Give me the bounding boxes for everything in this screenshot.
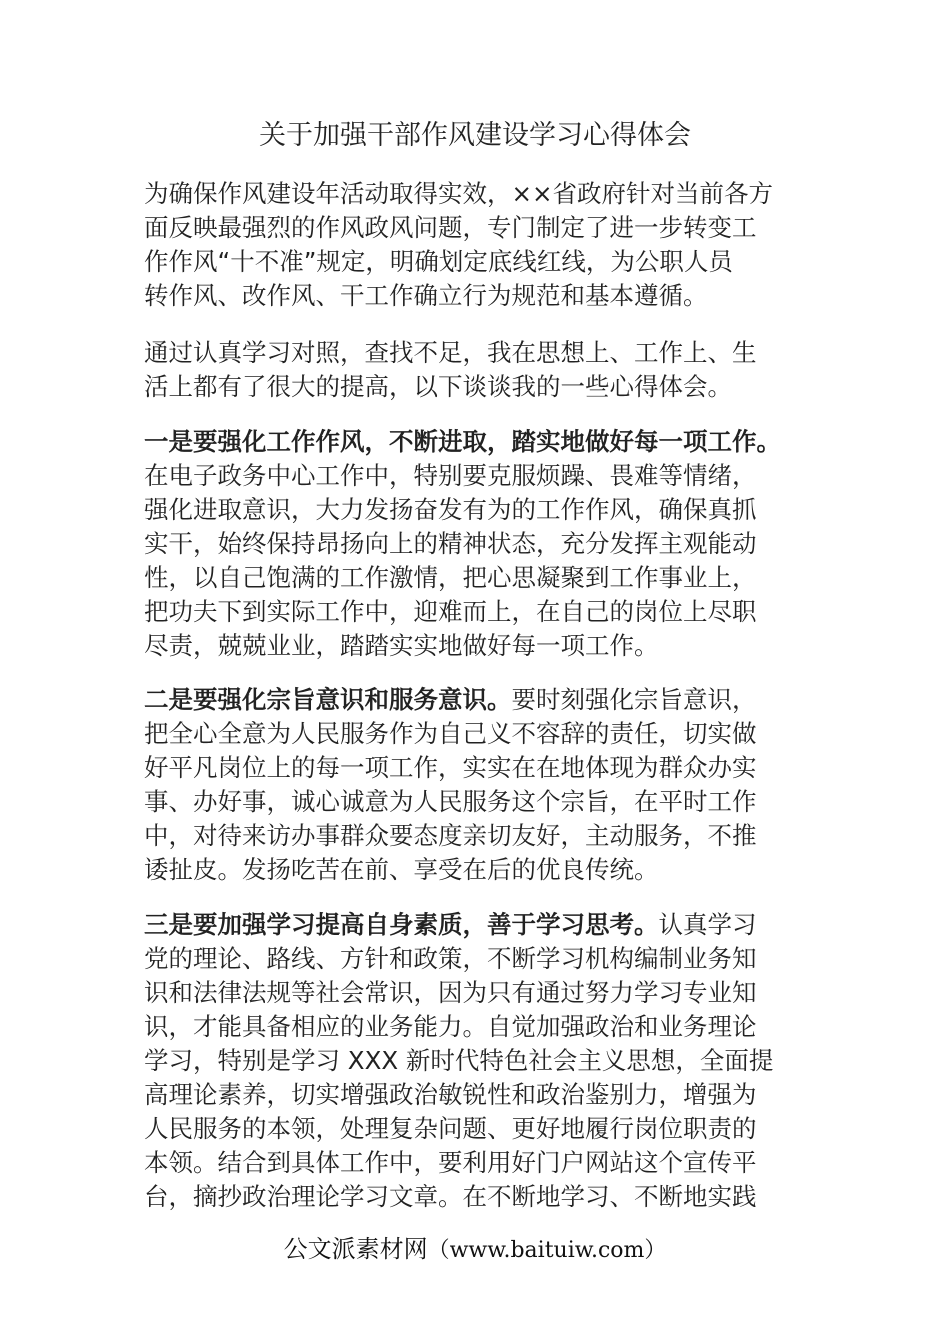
text-line: 中，对待来访办事群众要态度亲切友好，主动服务，不推 bbox=[144, 821, 757, 850]
footer-site-name: 公文派素材网 bbox=[283, 1235, 428, 1263]
text-line: 识，才能具备相应的业务能力。自觉加强政治和业务理论 bbox=[144, 1012, 757, 1041]
text-line: 事、办好事，诚心诚意为人民服务这个宗旨，在平时工作 bbox=[144, 787, 757, 816]
paragraph-point-one bbox=[144, 425, 804, 663]
text-line: 好平凡岗位上的每一项工作，实实在在地体现为群众办实 bbox=[144, 753, 757, 782]
page-footer bbox=[0, 1232, 950, 1268]
point-two-heading: 二是要强化宗旨意识和服务意识。 bbox=[144, 685, 512, 714]
text-line: 认真学习 bbox=[658, 910, 757, 939]
paragraph-intro bbox=[144, 177, 804, 313]
text-line: 要时刻强化宗旨意识， bbox=[511, 685, 757, 714]
text-line: 高理论素养，切实增强政治敏锐性和政治鉴别力，增强为 bbox=[144, 1080, 757, 1109]
text-line: 在电子政务中心工作中，特别要克服烦躁、畏难等情绪， bbox=[144, 461, 757, 490]
text-line: 实干，始终保持昂扬向上的精神状态，充分发挥主观能动 bbox=[144, 529, 757, 558]
footer-url[interactable]: （www.baituiw.com） bbox=[427, 1238, 667, 1263]
text-line: 把功夫下到实际工作中，迎难而上，在自己的岗位上尽职 bbox=[144, 597, 757, 626]
text-line: 尽责，兢兢业业，踏踏实实地做好每一项工作。 bbox=[144, 631, 659, 660]
text-line: 本领。结合到具体工作中，要利用好门户网站这个宣传平 bbox=[144, 1148, 757, 1177]
text-line: 性，以自己饱满的工作激情，把心思凝聚到工作事业上， bbox=[144, 563, 757, 592]
paragraph-point-three bbox=[144, 908, 804, 1214]
text-line: 台，摘抄政治理论学习文章。在不断地学习、不断地实践 bbox=[144, 1182, 757, 1211]
text-line: 诿扯皮。发扬吃苦在前、享受在后的优良传统。 bbox=[144, 855, 659, 884]
text-line: 识和法律法规等社会常识，因为只有通过努力学习专业知 bbox=[144, 978, 757, 1007]
paragraph-reflection bbox=[144, 336, 804, 404]
text-line: 转作风、改作风、干工作确立行为规范和基本遵循。 bbox=[144, 281, 708, 310]
text-line: 为确保作风建设年活动取得实效，××省政府针对当前各方 bbox=[144, 179, 774, 208]
text-line: 把全心全意为人民服务作为自己义不容辞的责任，切实做 bbox=[144, 719, 757, 748]
text-line: 作作风“十不准”规定，明确划定底线红线，为公职人员 bbox=[144, 247, 733, 276]
text-line: 强化进取意识，大力发扬奋发有为的工作作风，确保真抓 bbox=[144, 495, 757, 524]
paragraph-point-two bbox=[144, 683, 804, 887]
point-three-heading: 三是要加强学习提高自身素质，善于学习思考。 bbox=[144, 910, 659, 939]
text-line: 通过认真学习对照，查找不足，我在思想上、工作上、生 bbox=[144, 338, 757, 367]
text-line: 学习，特别是学习 XXX 新时代特色社会主义思想，全面提 bbox=[144, 1046, 774, 1075]
text-line: 人民服务的本领，处理复杂问题、更好地履行岗位职责的 bbox=[144, 1114, 757, 1143]
text-line: 活上都有了很大的提高，以下谈谈我的一些心得体会。 bbox=[144, 372, 732, 401]
point-one-heading: 一是要强化工作作风，不断进取，踏实地做好每一项工作。 bbox=[144, 427, 781, 456]
document-title: 关于加强干部作风建设学习心得体会 bbox=[259, 120, 691, 151]
text-line: 党的理论、路线、方针和政策，不断学习机构编制业务知 bbox=[144, 944, 757, 973]
text-line: 面反映最强烈的作风政风问题，专门制定了进一步转变工 bbox=[144, 213, 757, 242]
